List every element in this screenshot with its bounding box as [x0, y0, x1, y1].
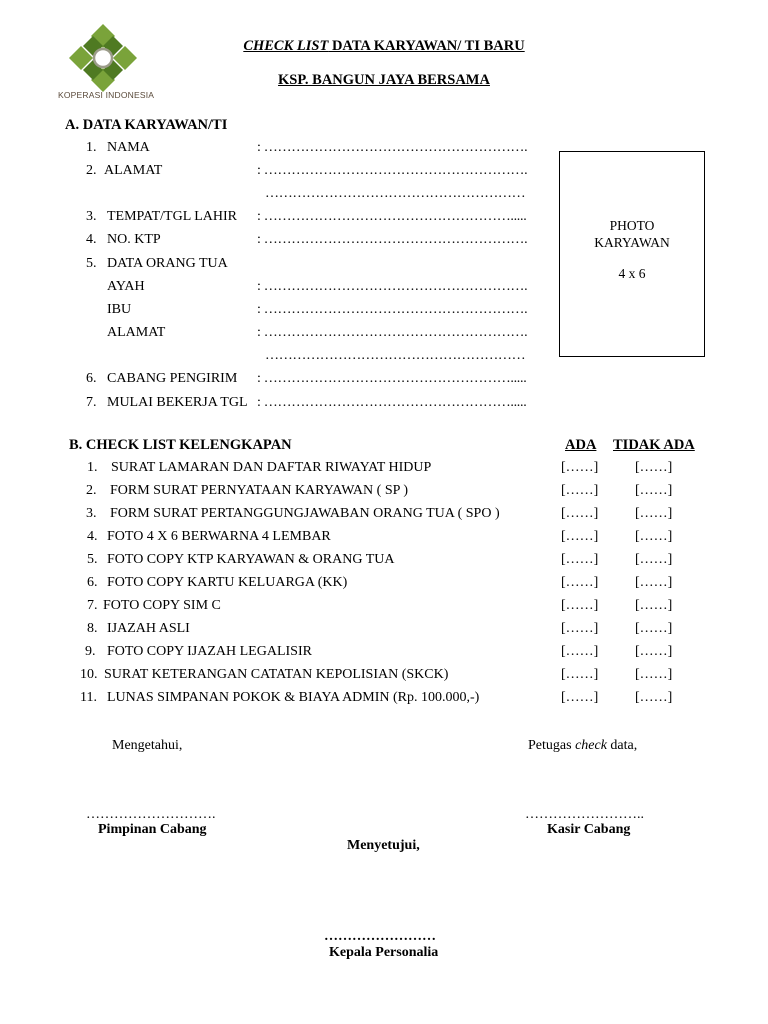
checkbox-tidak-ada[interactable]: [……] [635, 644, 673, 659]
checklist-item-label: SURAT KETERANGAN CATATAN KEPOLISIAN (SKCK) [104, 667, 449, 682]
checklist-number: 8. [87, 621, 98, 636]
checkbox-ada[interactable]: [……] [561, 598, 599, 613]
checkbox-tidak-ada[interactable]: [……] [635, 506, 673, 521]
checklist-number: 11. [80, 690, 97, 705]
checkbox-tidak-ada[interactable]: [……] [635, 621, 673, 636]
field-input-dots-continued[interactable]: ………………………………………………… [265, 348, 526, 363]
field-input-dots[interactable]: : ………………………………………………..... [257, 395, 527, 410]
right-signature-line: …………………….. [525, 807, 644, 822]
section-a-heading: A. DATA KARYAWAN/TI [65, 117, 228, 133]
field-number: 5. [86, 256, 97, 271]
checklist-number: 5. [87, 552, 98, 567]
left-caption: Mengetahui, [112, 738, 183, 753]
field-label: MULAI BEKERJA TGL [107, 395, 248, 410]
checklist-item-label: FOTO COPY IJAZAH LEGALISIR [107, 644, 312, 659]
right-signer: Kasir Cabang [547, 822, 631, 837]
checklist-number: 7. [87, 598, 98, 613]
logo-text: KOPERASI INDONESIA [58, 90, 155, 100]
field-label: DATA ORANG TUA [107, 256, 228, 271]
checklist-item-label: FOTO 4 X 6 BERWARNA 4 LEMBAR [107, 529, 331, 544]
checkbox-ada[interactable]: [……] [561, 667, 599, 682]
checkbox-ada[interactable]: [……] [561, 529, 599, 544]
field-label: AYAH [107, 279, 145, 294]
checklist-number: 9. [85, 644, 96, 659]
checklist-number: 6. [87, 575, 98, 590]
field-number: 3. [86, 209, 97, 224]
document-title: CHECK LIST DATA KARYAWAN/ TI BARU [243, 38, 525, 54]
checkbox-tidak-ada[interactable]: [……] [635, 690, 673, 705]
checklist-item-label: FOTO COPY KTP KARYAWAN & ORANG TUA [107, 552, 395, 567]
left-signer: Pimpinan Cabang [98, 822, 207, 837]
photo-label-2: KARYAWAN [594, 235, 670, 250]
checklist-number: 2. [86, 483, 97, 498]
field-input-dots[interactable]: : …………………………………………………. [257, 163, 528, 178]
checklist-number: 3. [86, 506, 97, 521]
field-number: 6. [86, 371, 97, 386]
field-label: ALAMAT [104, 163, 163, 178]
checkbox-ada[interactable]: [……] [561, 552, 599, 567]
column-tidak-ada: TIDAK ADA [613, 437, 695, 453]
photo-label: PHOTO [609, 218, 655, 233]
field-number: 4. [86, 232, 97, 247]
checkbox-tidak-ada[interactable]: [……] [635, 460, 673, 475]
field-input-dots[interactable]: : …………………………………………………. [257, 325, 528, 340]
checklist-item-label: FORM SURAT PERTANGGUNGJAWABAN ORANG TUA ( SPO ) [110, 506, 500, 521]
field-number: 2. [86, 163, 97, 178]
checkbox-ada[interactable]: [……] [561, 506, 599, 521]
section-b-heading: B. CHECK LIST KELENGKAPAN [69, 437, 292, 453]
checklist-number: 10. [80, 667, 98, 682]
field-label: ALAMAT [107, 325, 166, 340]
checkbox-tidak-ada[interactable]: [……] [635, 598, 673, 613]
column-ada: ADA [565, 437, 597, 453]
field-number: 7. [86, 395, 97, 410]
field-input-dots-continued[interactable]: ………………………………………………… [265, 186, 526, 201]
field-label: NAMA [107, 140, 150, 155]
photo-placeholder [559, 151, 705, 357]
document-subtitle: KSP. BANGUN JAYA BERSAMA [278, 72, 490, 88]
field-label: CABANG PENGIRIM [107, 371, 238, 386]
checkbox-tidak-ada[interactable]: [……] [635, 667, 673, 682]
center-signer: Kepala Personalia [329, 945, 439, 960]
photo-size: 4 x 6 [618, 266, 646, 281]
field-label: TEMPAT/TGL LAHIR [107, 209, 238, 224]
field-label: IBU [107, 302, 132, 317]
checklist-item-label: FOTO COPY SIM C [103, 598, 221, 613]
checklist-number: 4. [87, 529, 98, 544]
field-input-dots[interactable]: : …………………………………………………. [257, 279, 528, 294]
field-label: NO. KTP [107, 232, 161, 247]
checkbox-ada[interactable]: [……] [561, 460, 599, 475]
field-input-dots[interactable]: : …………………………………………………. [257, 232, 528, 247]
checkbox-ada[interactable]: [……] [561, 483, 599, 498]
checkbox-tidak-ada[interactable]: [……] [635, 529, 673, 544]
checkbox-ada[interactable]: [……] [561, 644, 599, 659]
checkbox-tidak-ada[interactable]: [……] [635, 575, 673, 590]
checklist-item-label: LUNAS SIMPANAN POKOK & BIAYA ADMIN (Rp. 100.000,-) [107, 690, 480, 705]
checklist-item-label: SURAT LAMARAN DAN DAFTAR RIWAYAT HIDUP [111, 460, 432, 475]
checklist-item-label: IJAZAH ASLI [107, 621, 190, 636]
field-input-dots[interactable]: : ………………………………………………..... [257, 371, 527, 386]
checkbox-tidak-ada[interactable]: [……] [635, 483, 673, 498]
checkbox-tidak-ada[interactable]: [……] [635, 552, 673, 567]
center-signature-line: …………………… [324, 929, 436, 944]
center-caption: Menyetujui, [347, 838, 420, 853]
checklist-number: 1. [87, 460, 98, 475]
checklist-item-label: FORM SURAT PERNYATAAN KARYAWAN ( SP ) [110, 483, 409, 498]
checkbox-ada[interactable]: [……] [561, 690, 599, 705]
field-input-dots[interactable]: : …………………………………………………. [257, 302, 528, 317]
left-signature-line: ………………………. [86, 807, 216, 822]
field-number: 1. [86, 140, 97, 155]
field-input-dots[interactable]: : …………………………………………………. [257, 140, 528, 155]
checkbox-ada[interactable]: [……] [561, 575, 599, 590]
checklist-item-label: FOTO COPY KARTU KELUARGA (KK) [107, 575, 348, 590]
field-input-dots[interactable]: : ………………………………………………..... [257, 209, 527, 224]
checkbox-ada[interactable]: [……] [561, 621, 599, 636]
right-caption: Petugas check data, [528, 738, 638, 753]
